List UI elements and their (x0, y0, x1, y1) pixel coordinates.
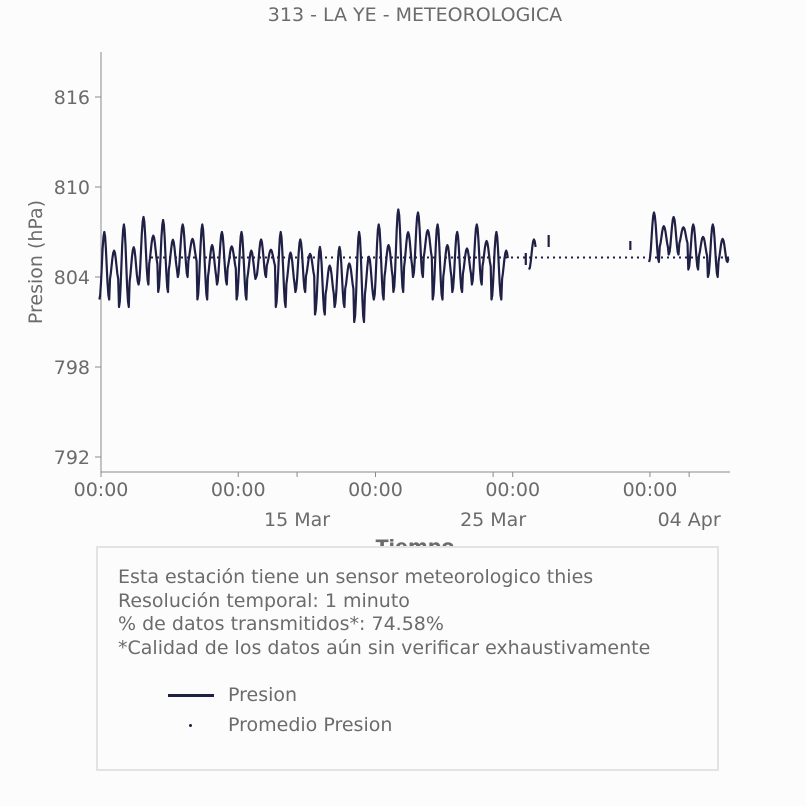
y-tick-label: 816 (53, 87, 90, 109)
x-minor-tick-label: 00:00 (485, 479, 541, 501)
x-major-tick-label: 15 Mar (264, 509, 331, 531)
x-minor-tick-label: 00:00 (622, 479, 678, 501)
pressure-line-segment (649, 213, 728, 278)
chart-axes (54, 52, 730, 531)
pressure-series (99, 210, 728, 323)
pressure-line-segment (529, 240, 536, 270)
legend-label: Promedio Presion (228, 714, 393, 736)
y-tick-label: 804 (53, 267, 90, 289)
legend-item-presion (168, 680, 392, 710)
transmitted-data-percent: % de datos transmitidos*: 74.58% (118, 613, 444, 635)
x-minor-tick-label: 00:00 (348, 479, 403, 501)
info-box (96, 546, 719, 771)
x-major-tick-label: 25 Mar (460, 509, 527, 531)
pressure-line-segment (99, 210, 507, 323)
x-minor-tick-label: 00:00 (73, 479, 129, 501)
y-tick-label: 792 (53, 447, 90, 469)
station-info (118, 566, 650, 660)
chart-legend (168, 680, 392, 740)
x-minor-tick-label: 00:00 (210, 479, 266, 501)
line-swatch-icon (168, 685, 214, 705)
dot-swatch-icon (168, 715, 214, 735)
legend-item-promedio (168, 710, 392, 740)
temporal-resolution: Resolución temporal: 1 minuto (118, 589, 410, 612)
data-quality-note: *Calidad de los datos aún sin verificar exhaustivamente (118, 636, 651, 659)
legend-label: Presion (228, 684, 298, 706)
y-tick-label: 810 (53, 177, 90, 199)
y-axis-label: Presion (hPa) (25, 199, 47, 325)
chart-title: 313 - LA YE - METEOROLOGICA (267, 4, 563, 26)
x-major-tick-label: 04 Apr (657, 509, 721, 531)
y-tick-label: 798 (53, 357, 90, 379)
sensor-description: Esta estación tiene un sensor meteorologico thies (118, 566, 594, 588)
